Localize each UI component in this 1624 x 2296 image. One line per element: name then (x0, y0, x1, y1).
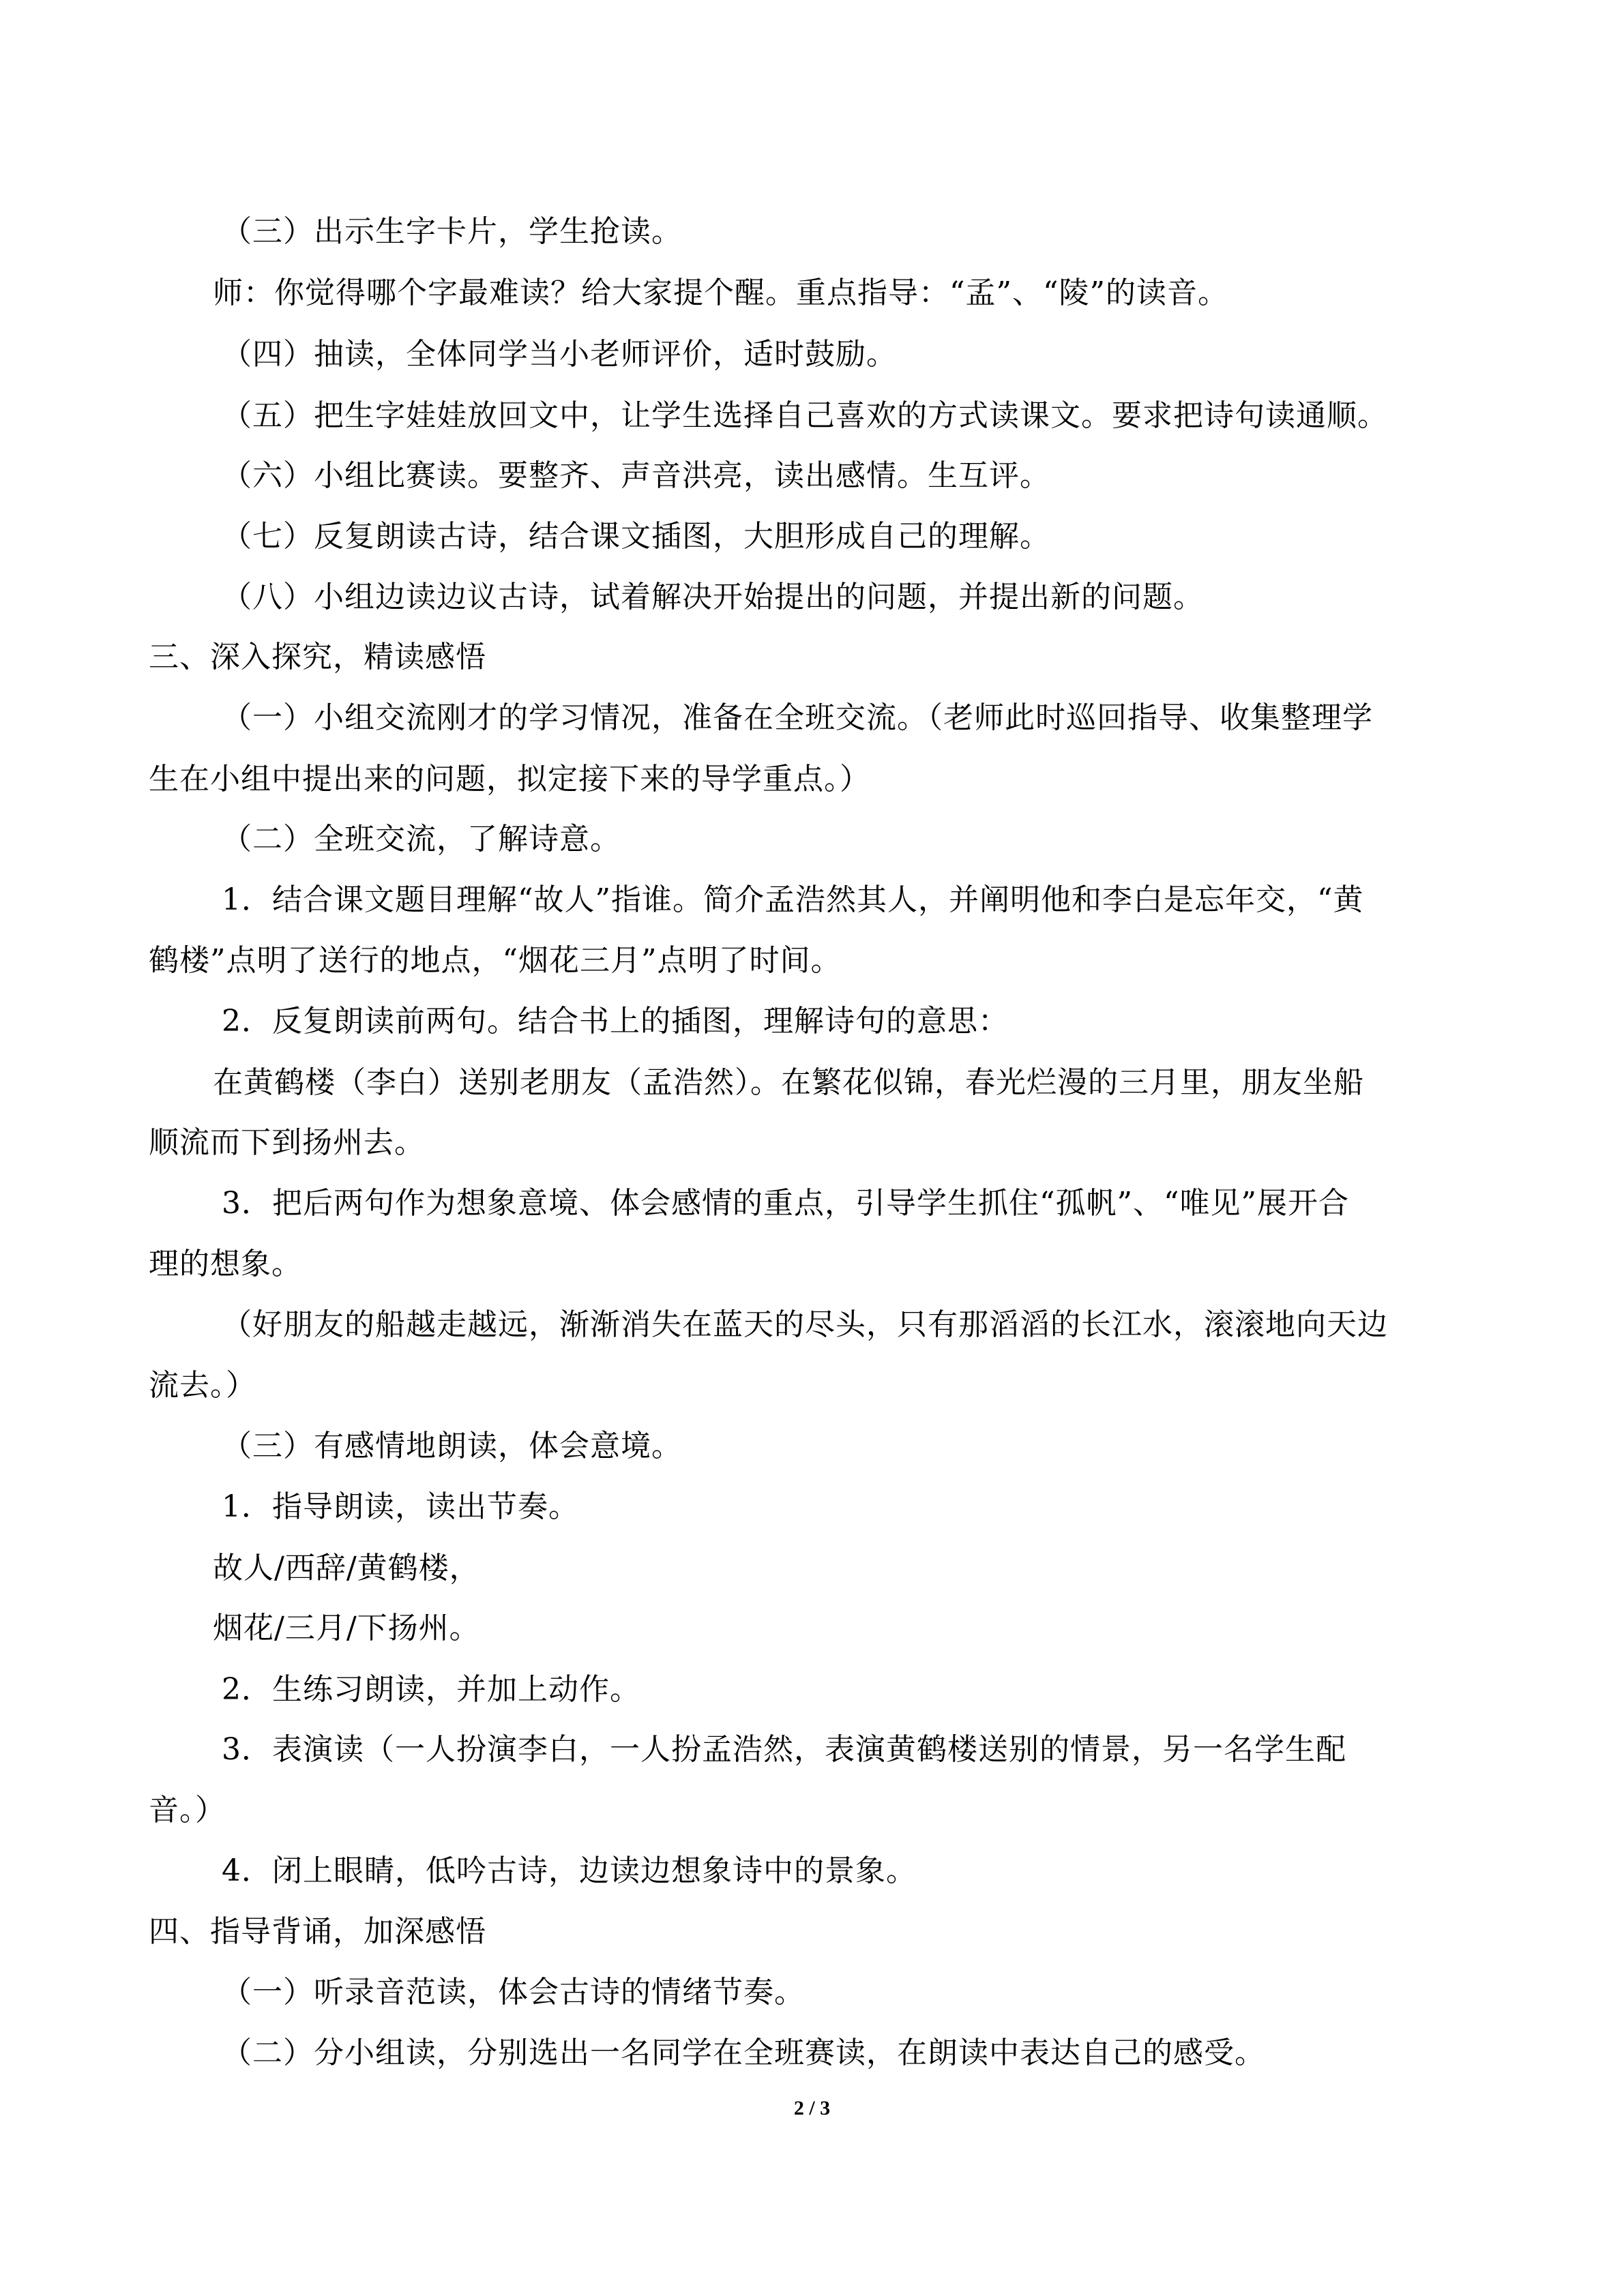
section-heading: 三、深入探究，精读感悟 (149, 640, 486, 674)
text-line: 1．结合课文题目理解“故人”指谁。简介孟浩然其人，并阐明他和李白是忘年交，“黄 (222, 882, 1364, 917)
text-line: （五）把生字娃娃放回文中，让学生选择自己喜欢的方式读课文。要求把诗句读通顺。 (222, 398, 1388, 433)
text-line: 师：你觉得哪个字最难读？给大家提个醒。重点指导：“孟”、“陵”的读音。 (213, 275, 1228, 310)
text-line: （二）全班交流，了解诗意。 (222, 822, 621, 856)
text-line: （一）小组交流刚才的学习情况，准备在全班交流。（老师此时巡回指导、收集整理学 (222, 700, 1373, 735)
text-line: （八）小组边读边议古诗，试着解决开始提出的问题，并提出新的问题。 (222, 580, 1204, 614)
text-line: （四）抽读，全体同学当小老师评价，适时鼓励。 (222, 337, 897, 372)
text-line: （好朋友的船越走越远，渐渐消失在蓝天的尽头，只有那滔滔的长江水，滚滚地向天边 (222, 1307, 1388, 1342)
section-heading: 四、指导背诵，加深感悟 (149, 1914, 486, 1949)
text-line: （七）反复朗读古诗，结合课文插图，大胆形成自己的理解。 (222, 519, 1050, 554)
page-number: 2 / 3 (793, 2097, 831, 2119)
text-line: （三）有感情地朗读，体会意境。 (222, 1429, 682, 1463)
text-line: 3．表演读（一人扮演李白，一人扮孟浩然，表演黄鹤楼送别的情景，另一名学生配 (222, 1732, 1346, 1767)
text-line: 流去。） (149, 1368, 256, 1403)
text-line: 鹤楼”点明了送行的地点，“烟花三月”点明了时间。 (149, 943, 842, 978)
text-line: 生在小组中提出来的问题，拟定接下来的导学重点。） (149, 762, 870, 796)
text-line: 顺流而下到扬州去。 (149, 1125, 425, 1160)
text-line: 1．指导朗读，读出节奏。 (222, 1489, 579, 1524)
text-line: 音。） (149, 1793, 226, 1828)
text-line: 在黄鹤楼（李白）送别老朋友（孟浩然）。在繁花似锦，春光烂漫的三月里，朋友坐船 (213, 1065, 1364, 1100)
text-line: 故人/西辞/黄鹤楼， (213, 1551, 480, 1585)
text-line: 烟花/三月/下扬州。 (213, 1611, 480, 1645)
text-line: （三）出示生字卡片，学生抢读。 (222, 214, 682, 249)
text-line: 4．闭上眼睛，低吟古诗，边读边想象诗中的景象。 (222, 1853, 917, 1888)
text-line: （二）分小组读，分别选出一名同学在全班赛读，在朗读中表达自己的感受。 (222, 2036, 1265, 2070)
text-line: （六）小组比赛读。要整齐、声音洪亮，读出感情。生互评。 (222, 458, 1050, 493)
text-line: 2．生练习朗读，并加上动作。 (222, 1672, 640, 1707)
text-line: 3．把后两句作为想象意境、体会感情的重点，引导学生抓住“孤帆”、“唯见”展开合 (222, 1186, 1349, 1221)
text-line: 2．反复朗读前两句。结合书上的插图，理解诗句的意思： (222, 1004, 1009, 1039)
text-line: （一）听录音范读，体会古诗的情绪节奏。 (222, 1975, 805, 2010)
text-line: 理的想象。 (149, 1247, 302, 1281)
